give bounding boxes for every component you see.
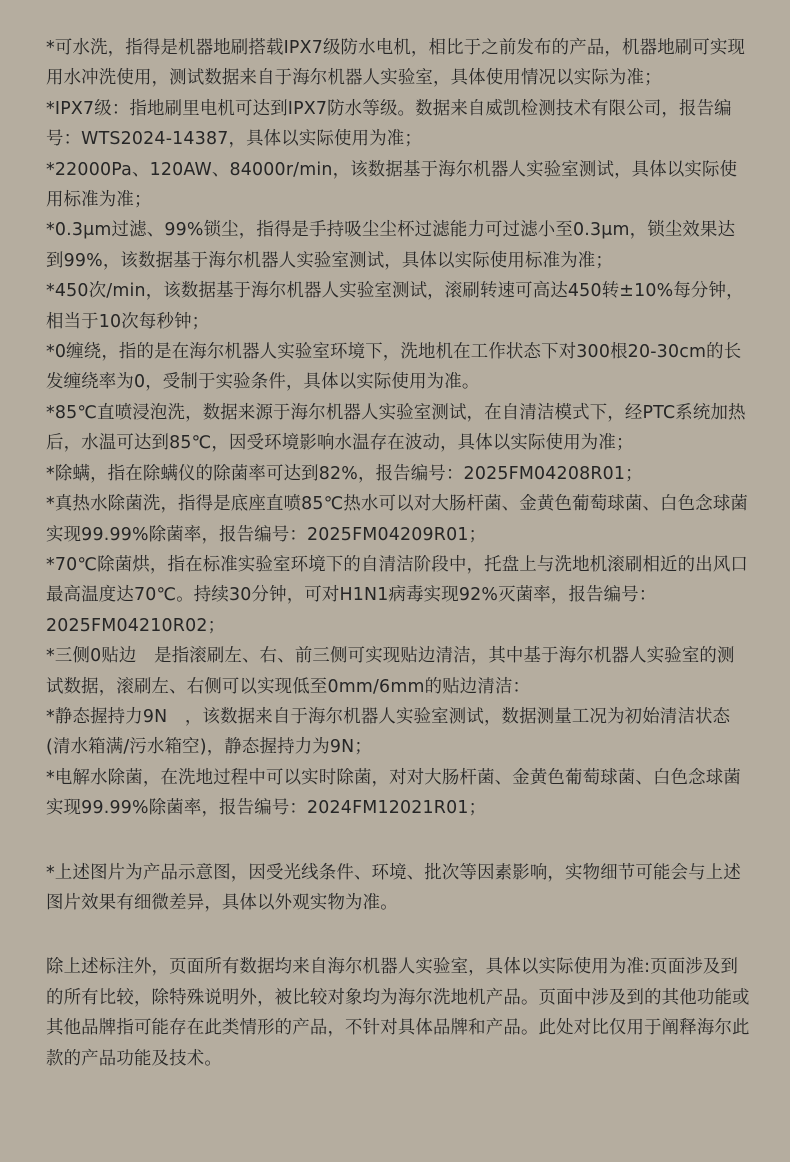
footnote-filtration: *0.3μm过滤、99%锁尘，指得是手持吸尘尘杯过滤能力可过滤小至0.3μm，锁尘效果达到99%，该数据基于海尔机器人实验室测试，具体以实际使用标准为准； (46, 220, 736, 271)
image-disclaimer: *上述图片为产品示意图，因受光线条件、环境、批次等因素影响，实物细节可能会与上述图片效果有细微差异，具体以外观实物为准。 (46, 862, 741, 913)
footnote-ipx7: *IPX7级：指地刷里电机可达到IPX7防水等级。数据来自威凯检测技术有限公司，报告编号：WTS2024-14387，具体以实际使用为准； (46, 98, 732, 150)
footnote-brush-speed: *450次/min，该数据基于海尔机器人实验室测试，滚刷转速可高达450转±10%每分钟，相当于10次每秒钟； (46, 281, 744, 332)
footnote-electrolyzed-water: *电解水除菌，在洗地过程中可以实时除菌，对对大肠杆菌、金黄色葡萄球菌、白色念球菌实现99.99%除菌率，报告编号：2024FM12021R01； (46, 767, 741, 819)
footnote-suction-specs: *22000Pa、120AW、84000r/min，该数据基于海尔机器人实验室测试，具体以实际使用标准为准； (46, 159, 738, 211)
footnote-list (46, 33, 750, 824)
footnote-hot-water-sterilize: *真热水除菌洗，指得是底座直喷85℃热水可以对大肠杆菌、金黄色葡萄球菌、白色念球菌实现99.99%除菌率，报告编号：2025FM04209R01； (46, 494, 749, 545)
footnote-70c-dry: *70℃除菌烘，指在标准实验室环境下的自清洁阶段中，托盘上与洗地机滚刷相近的出风口最高温度达70℃。持续30分钟，可对H1N1病毒实现92%灭菌率，报告编号：2025FM04210R02； (46, 554, 749, 636)
footnote-washable: *可水洗，指得是机器地刷搭载IPX7级防水电机，相比于之前发布的产品，机器地刷可实现用水冲洗使用，测试数据来自于海尔机器人实验室，具体使用情况以实际为准； (46, 38, 746, 89)
footer-block (46, 858, 750, 1074)
footnote-no-tangle: *0缠绕，指的是在海尔机器人实验室环境下，洗地机在工作状态下对300根20-30cm的长发缠绕率为0，受制于实验条件，具体以实际使用为准。 (46, 342, 742, 393)
footnote-grip-force: *静态握持力9N ，该数据来自于海尔机器人实验室测试，数据测量工况为初始清洁状态(清水箱满/污水箱空)，静态握持力为9N； (46, 706, 731, 758)
data-source-statement: 除上述标注外，页面所有数据均来自海尔机器人实验室，具体以实际使用为准:页面涉及到的所有比较，除特殊说明外，被比较对象均为海尔洗地机产品。页面中涉及到的其他功能或其他品牌指可能存在此类情形的产品，不针对具体品牌和产品。此处对比仅用于阐释海尔此款的产品功能及技术。 (46, 957, 750, 1069)
footnote-mite-removal: *除螨，指在除螨仪的除菌率可达到82%，报告编号：2025FM04208R01； (46, 463, 643, 484)
footnote-edge-cleaning: *三侧0贴边 是指滚刷左、右、前三侧可实现贴边清洁，其中基于海尔机器人实验室的测试数据，滚刷左、右侧可以实现低至0mm/6mm的贴边清洁： (46, 646, 735, 697)
footnote-85c-wash: *85℃直喷浸泡洗，数据来源于海尔机器人实验室测试，在自清洁模式下，经PTC系统加热后，水温可达到85℃，因受环境影响水温存在波动，具体以实际使用为准； (46, 402, 746, 454)
